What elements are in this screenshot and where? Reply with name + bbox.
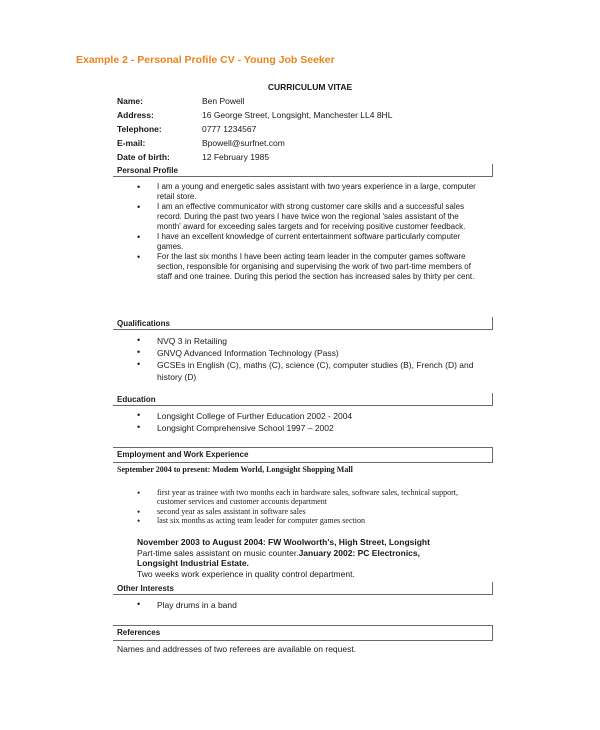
detail-row-email [117, 138, 392, 152]
detail-value: Bpowell@surfnet.com [202, 138, 285, 148]
list-item: • GNVQ Advanced Information Technology (Pass) [137, 347, 482, 359]
job-heading: September 2004 to present: Modem World, Longsight Shopping Mall [117, 465, 353, 474]
interests-list [137, 599, 437, 611]
detail-value: 0777 1234567 [202, 124, 257, 134]
education-list [137, 410, 482, 434]
job2-next-title: January 2002: PC Electronics, [298, 547, 420, 558]
detail-label: E-mail: [117, 138, 146, 148]
list-item: • I am an effective communicator with strong customer care skills and a successful sales record. During the past two years I have twice won the regional 'sales assistant of the month' award for exceeding sales targets and for receiving positive customer feedback. [137, 202, 477, 232]
list-item: • Longsight Comprehensive School 1997 – 2002 [137, 422, 482, 434]
list-item: • GCSEs in English (C), maths (C), science (C), computer studies (B), French (D) and history (D) [137, 359, 482, 383]
job2-line [137, 537, 430, 548]
section-references: References [113, 625, 493, 641]
list-item: • For the last six months I have been acting team leader in the computer games software section, responsible for organising and supervising the work of two part-time members of staff and one trainee. During this period the section has increased sales by thirty per cent. [137, 252, 477, 282]
section-other-interests: Other Interests [113, 582, 493, 595]
personal-details [117, 96, 392, 166]
page-heading: Example 2 - Personal Profile CV - Young Job Seeker [76, 54, 335, 66]
detail-label: Address: [117, 110, 154, 120]
list-item: • I am a young and energetic sales assistant with two years experience in a large, computer retail store. [137, 182, 477, 202]
job2-line [137, 569, 430, 580]
list-item: • Longsight College of Further Education 2002 - 2004 [137, 410, 482, 422]
list-item: • last six months as acting team leader for computer games section [137, 516, 467, 525]
detail-label: Telephone: [117, 124, 162, 134]
detail-value: Ben Powell [202, 96, 245, 106]
detail-label: Name: [117, 96, 143, 106]
job2-block [137, 537, 430, 579]
detail-value: 12 February 1985 [202, 152, 270, 162]
qualifications-list [137, 335, 482, 383]
detail-label: Date of birth: [117, 152, 170, 162]
section-education: Education [113, 393, 493, 406]
list-item: • second year as sales assistant in software sales [137, 507, 467, 516]
section-qualifications: Qualifications [113, 317, 493, 330]
detail-row-name [117, 96, 392, 110]
job2-description: Two weeks work experience in quality control department. [137, 568, 355, 579]
job1-duties [137, 488, 467, 525]
list-item: • first year as trainee with two months each in hardware sales, software sales, technical support, customer services and customer accounts department [137, 488, 467, 507]
list-item: • Play drums in a band [137, 599, 437, 611]
profile-list [137, 182, 477, 282]
list-item: • I have an excellent knowledge of current entertainment software particularly computer games. [137, 232, 477, 252]
job2-line [137, 548, 430, 559]
list-item: • NVQ 3 in Retailing [137, 335, 482, 347]
references-text: Names and addresses of two referees are available on request. [117, 644, 357, 654]
section-personal-profile: Personal Profile [113, 164, 493, 177]
detail-row-telephone [117, 124, 392, 138]
job2-role: Part-time sales assistant on music counter. [137, 547, 299, 558]
detail-value: 16 George Street, Longsight, Manchester LL4 8HL [202, 110, 393, 120]
job2-location: Longsight Industrial Estate. [137, 558, 249, 568]
document-title: CURRICULUM VITAE [267, 82, 353, 92]
detail-row-address [117, 110, 392, 124]
job2-title: November 2003 to August 2004: FW Woolworth's, High Street, Longsight [137, 537, 430, 547]
section-employment: Employment and Work Experience [113, 447, 493, 463]
job2-line [137, 558, 430, 569]
